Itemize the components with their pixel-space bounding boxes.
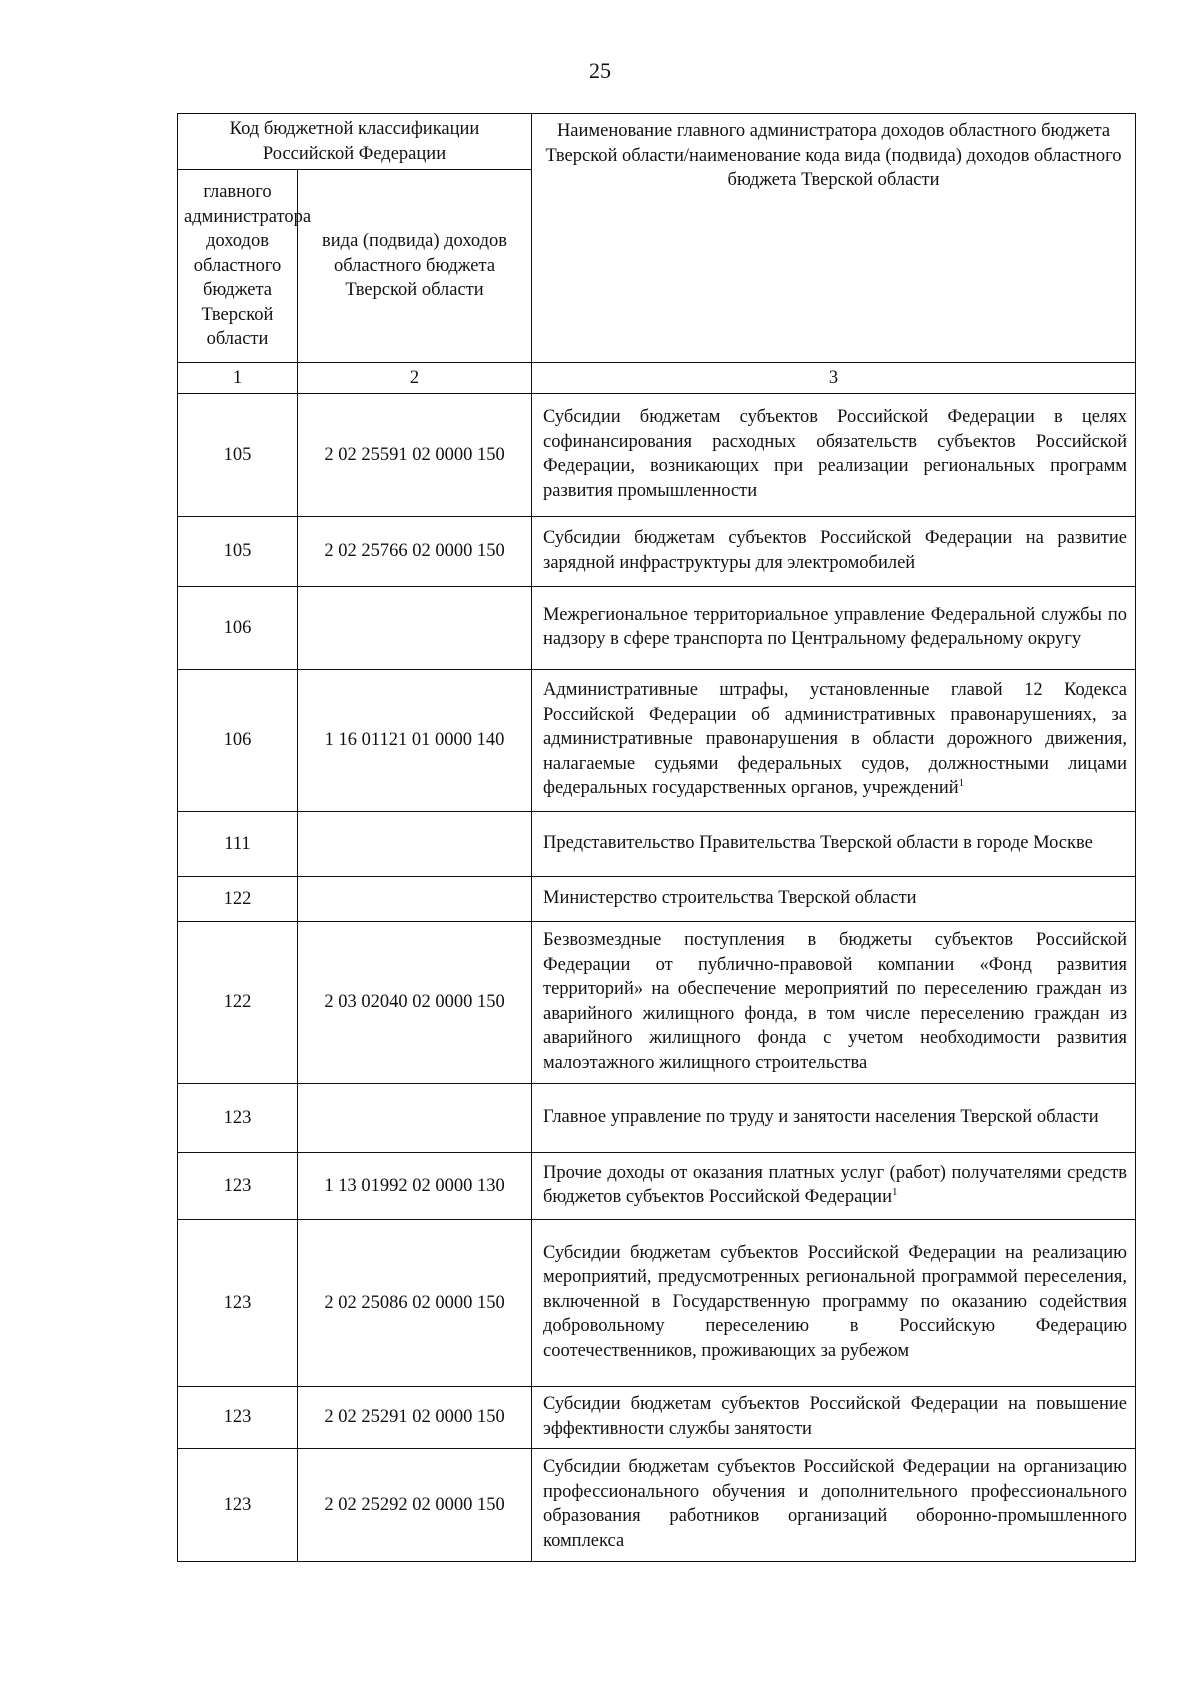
- table-row: [178, 670, 1136, 812]
- header-col3-label: Наименование главного администратора доходов областного бюджета Тверской области/наименование кода вида (подвида) доходов областного бюджета Тверской области: [532, 114, 1136, 363]
- income-code-cell: [298, 877, 532, 922]
- table-row: [178, 922, 1136, 1084]
- income-name-cell: [532, 1387, 1136, 1449]
- income-code-cell: 2 02 25292 02 0000 150: [298, 1449, 532, 1562]
- column-number: 1: [178, 363, 298, 394]
- header-row-1: [178, 114, 1136, 170]
- income-name-text: Министерство строительства Тверской области: [543, 887, 917, 908]
- column-numbers-row: [178, 363, 1136, 394]
- table-row: [178, 1387, 1136, 1449]
- header-col1-label: главного администратора доходов областного бюджета Тверской области: [178, 170, 298, 363]
- income-name-text: Субсидии бюджетам субъектов Российской Федерации в целях софинансирования расходных обязательств субъектов Российской Федерации, возникающих при реализации региональных программ развития промышленности: [543, 407, 1128, 501]
- income-code-cell: 1 13 01992 02 0000 130: [298, 1153, 532, 1220]
- admin-code-cell: 123: [178, 1084, 298, 1153]
- admin-code-cell: 105: [178, 517, 298, 587]
- admin-code-cell: 106: [178, 670, 298, 812]
- income-code-cell: 1 16 01121 01 0000 140: [298, 670, 532, 812]
- header-group-label: Код бюджетной классификации Российской Федерации: [178, 114, 532, 170]
- budget-classification-table: [177, 113, 1136, 1562]
- income-name-cell: [532, 1220, 1136, 1387]
- income-code-cell: [298, 587, 532, 670]
- table-row: [178, 1084, 1136, 1153]
- income-name-text: Главное управление по труду и занятости населения Тверской области: [543, 1106, 1099, 1127]
- income-name-text: Прочие доходы от оказания платных услуг (работ) получателями средств бюджетов субъектов Российской Федерации: [543, 1162, 1128, 1207]
- admin-code-cell: 123: [178, 1220, 298, 1387]
- admin-code-cell: 111: [178, 812, 298, 877]
- income-name-cell: [532, 1449, 1136, 1562]
- income-code-cell: [298, 812, 532, 877]
- income-name-cell: [532, 670, 1136, 812]
- income-name-text: Административные штрафы, установленные главой 12 Кодекса Российской Федерации об административных правонарушениях, за административные правонарушения в области дорожного движения, налагаемые судьями федеральных судов, должностными лицами федеральных государственных органов, учреждений: [543, 680, 1128, 799]
- admin-code-cell: 123: [178, 1387, 298, 1449]
- income-name-text: Субсидии бюджетам субъектов Российской Федерации на повышение эффективности службы занятости: [543, 1394, 1128, 1439]
- table-row: [178, 394, 1136, 517]
- footnote-mark: 1: [892, 1185, 898, 1198]
- income-name-cell: [532, 922, 1136, 1084]
- table-row: [178, 877, 1136, 922]
- income-name-text: Межрегиональное территориальное управление Федеральной службы по надзору в сфере транспорта по Центральному федеральному округу: [543, 604, 1128, 649]
- income-name-text: Субсидии бюджетам субъектов Российской Федерации на организацию профессионального обучения и дополнительного профессионального образования работников организаций оборонно-промышленного комплекса: [543, 1457, 1128, 1551]
- income-name-cell: [532, 1153, 1136, 1220]
- admin-code-cell: 123: [178, 1449, 298, 1562]
- income-code-cell: [298, 1084, 532, 1153]
- admin-code-cell: 122: [178, 922, 298, 1084]
- table-row: [178, 1153, 1136, 1220]
- table-row: [178, 1220, 1136, 1387]
- income-name-cell: [532, 1084, 1136, 1153]
- income-name-text: Представительство Правительства Тверской области в городе Москве: [543, 832, 1093, 853]
- income-name-text: Субсидии бюджетам субъектов Российской Федерации на реализацию мероприятий, предусмотренных региональной программой переселения, включенной в Государственную программу по оказанию содействия добровольному переселению в Российскую Федерацию соотечественников, проживающих за рубежом: [543, 1242, 1128, 1361]
- table-row: [178, 812, 1136, 877]
- column-number: 2: [298, 363, 532, 394]
- income-name-cell: [532, 517, 1136, 587]
- income-name-text: Безвозмездные поступления в бюджеты субъектов Российской Федерации от публично-правовой компании «Фонд развития территорий» на обеспечение мероприятий по переселению граждан из аварийного жилищного фонда, в том числе переселению граждан из аварийного жилищного фонда с учетом необходимости развития малоэтажного жилищного строительства: [543, 930, 1128, 1073]
- page-number: 25: [589, 58, 611, 83]
- income-name-cell: [532, 877, 1136, 922]
- admin-code-cell: 122: [178, 877, 298, 922]
- column-number: 3: [532, 363, 1136, 394]
- table-row: [178, 587, 1136, 670]
- admin-code-cell: 123: [178, 1153, 298, 1220]
- footnote-mark: 1: [958, 777, 965, 790]
- admin-code-cell: 106: [178, 587, 298, 670]
- income-code-cell: 2 02 25766 02 0000 150: [298, 517, 532, 587]
- income-code-cell: 2 02 25086 02 0000 150: [298, 1220, 532, 1387]
- admin-code-cell: 105: [178, 394, 298, 517]
- income-name-cell: [532, 812, 1136, 877]
- income-code-cell: 2 03 02040 02 0000 150: [298, 922, 532, 1084]
- table-row: [178, 1449, 1136, 1562]
- table-row: [178, 517, 1136, 587]
- income-name-cell: [532, 587, 1136, 670]
- income-name-cell: [532, 394, 1136, 517]
- income-name-text: Субсидии бюджетам субъектов Российской Федерации на развитие зарядной инфраструктуры для электромобилей: [543, 528, 1128, 573]
- income-code-cell: 2 02 25591 02 0000 150: [298, 394, 532, 517]
- header-col2-label: вида (подвида) доходов областного бюджета Тверской области: [298, 170, 532, 363]
- income-code-cell: 2 02 25291 02 0000 150: [298, 1387, 532, 1449]
